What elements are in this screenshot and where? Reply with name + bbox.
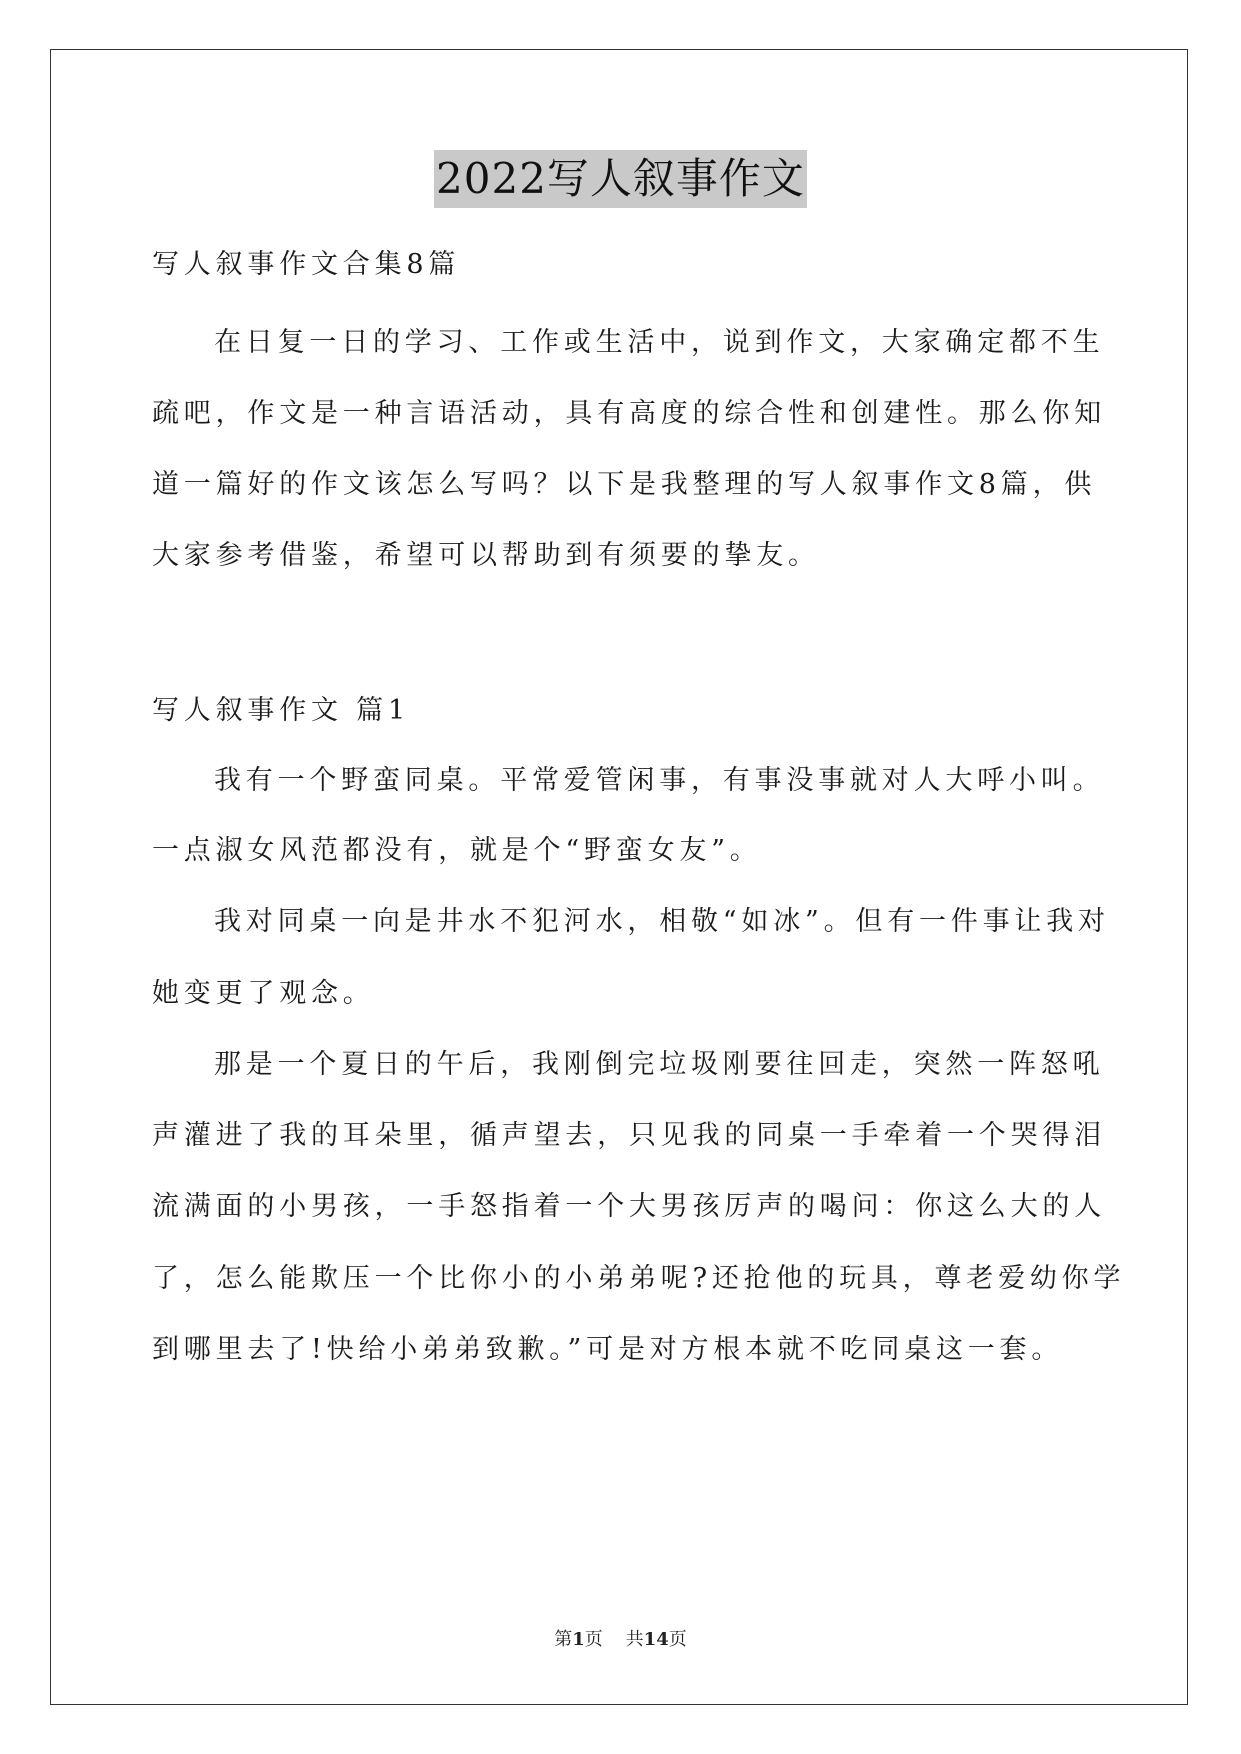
title-container <box>0 150 1241 208</box>
intro-line: 大家参考借鉴，希望可以帮助到有须要的挚友。 <box>152 540 820 571</box>
body-line: 我有一个野蛮同桌。平常爱管闲事，有事没事就对人大呼小叫。 <box>214 765 1105 796</box>
body-line: 她变更了观念。 <box>152 978 375 1009</box>
page-footer <box>0 1625 1241 1651</box>
body-line: 我对同桌一向是井水不犯河水，相敬“如冰”。但有一件事让我对 <box>214 906 1110 937</box>
page-prefix: 第 <box>554 1629 573 1650</box>
total-prefix: 共 <box>625 1629 644 1650</box>
page-border <box>50 49 1188 1705</box>
body-line: 了，怎么能欺压一个比你小的小弟弟呢?还抢他的玩具，尊老爱幼你学 <box>152 1263 1126 1294</box>
document-title: 2022写人叙事作文 <box>434 150 807 208</box>
body-line: 一点淑女风范都没有，就是个“野蛮女友”。 <box>152 835 762 866</box>
body-line: 到哪里去了!快给小弟弟致歉。”可是对方根本就不吃同桌这一套。 <box>152 1334 1064 1365</box>
intro-line: 疏吧，作文是一种言语活动，具有高度的综合性和创建性。那么你知 <box>152 398 1106 429</box>
page-total: 14 <box>643 1629 669 1650</box>
intro-line: 在日复一日的学习、工作或生活中，说到作文，大家确定都不生 <box>214 327 1105 358</box>
body-line: 那是一个夏日的午后，我刚倒完垃圾刚要往回走，突然一阵怒吼 <box>214 1049 1105 1080</box>
page-current: 1 <box>572 1629 585 1650</box>
body-line: 流满面的小男孩，一手怒指着一个大男孩厉声的喝问：你这么大的人 <box>152 1191 1106 1222</box>
body-line: 声灌进了我的耳朵里，循声望去，只见我的同桌一手牵着一个哭得泪 <box>152 1120 1106 1151</box>
total-suffix: 页 <box>668 1629 687 1650</box>
section-heading: 写人叙事作文 篇1 <box>152 695 410 726</box>
intro-line: 道一篇好的作文该怎么写吗？以下是我整理的写人叙事作文8篇，供 <box>152 469 1097 500</box>
document-subtitle: 写人叙事作文合集8篇 <box>152 249 461 280</box>
page-suffix: 页 <box>584 1629 603 1650</box>
